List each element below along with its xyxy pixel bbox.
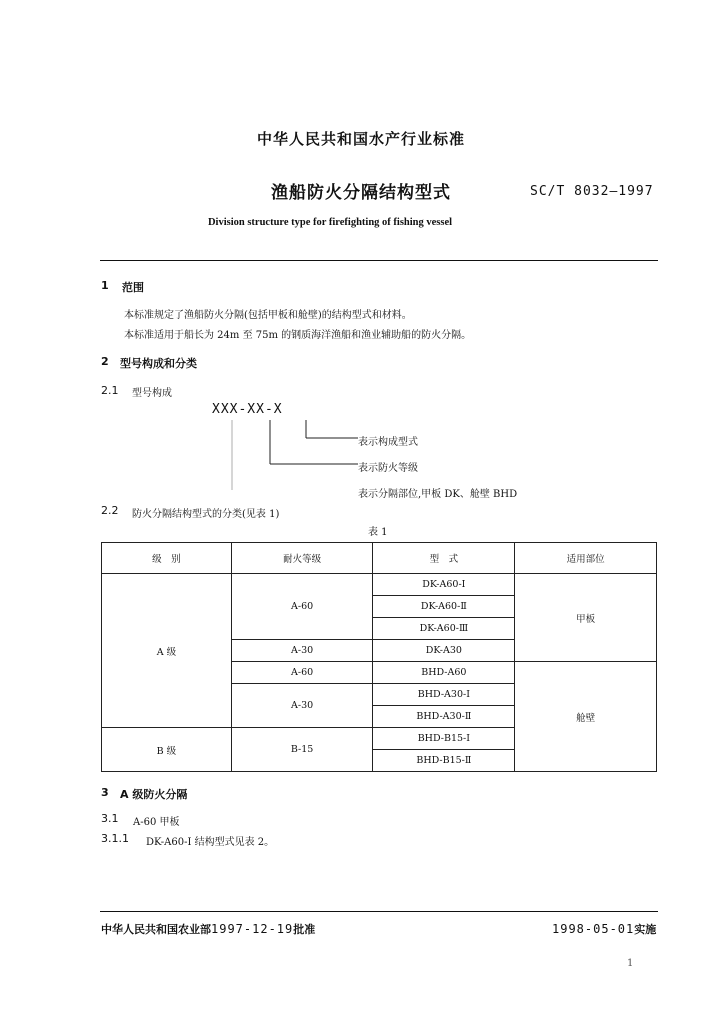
section-3-1-title: A-60 甲板 [133,817,180,828]
approval-line [101,918,315,937]
document-title: 渔船防火分隔结构型式 [271,183,451,203]
section-3-1-number: 3.1 [101,812,119,825]
approval-org: 中华人民共和国农业部 [101,923,211,936]
section-1-title: 范围 [122,281,144,294]
cell-type: BHD-B15-Ⅱ [373,750,515,772]
section-3-1-1-number: 3.1.1 [101,832,129,845]
code-leader-lines [220,418,360,500]
table-header-row [102,543,657,574]
approval-date: 1997-12-19 [211,922,294,936]
section-2-1-number: 2.1 [101,384,119,397]
header-location: 适用部位 [515,543,657,574]
label-structure-type: 表示构成型式 [358,437,418,448]
section-1-para-1: 本标准规定了渔船防火分隔(包括甲板和舱壁)的结构型式和材料。 [124,310,412,321]
cell-location-bulkhead: 舱壁 [515,662,657,772]
section-2-2-title: 防火分隔结构型式的分类(见表 1) [132,509,280,520]
footer-divider [100,911,658,912]
header-fire-rating: 耐火等级 [231,543,373,574]
header-type: 型 式 [373,543,515,574]
header-class: 级 别 [102,543,232,574]
cell-type: DK-A60-Ⅲ [373,618,515,640]
cell-grade: A-30 [231,684,373,728]
section-2-1-title: 型号构成 [132,388,172,399]
cell-type: DK-A60-Ⅰ [373,574,515,596]
header-divider [100,260,658,261]
table-1 [101,542,657,772]
standard-number: SC/T 8032—1997 [530,184,654,199]
cell-type: BHD-B15-Ⅰ [373,728,515,750]
section-1-para-2: 本标准适用于船长为 24m 至 75m 的钢质海洋渔船和渔业辅助船的防火分隔。 [124,330,472,341]
label-location: 表示分隔部位,甲板 DK、舱壁 BHD [358,489,518,500]
section-2-2-number: 2.2 [101,504,119,517]
cell-grade: A-60 [231,662,373,684]
cell-grade: A-60 [231,574,373,640]
section-2-title: 型号构成和分类 [120,357,197,370]
section-3-number: 3 [101,786,109,799]
section-3-1-1-text: DK-A60-Ⅰ 结构型式见表 2。 [146,837,275,848]
cell-type: DK-A60-Ⅱ [373,596,515,618]
english-title: Division structure type for firefighting of fishing vessel [207,217,453,228]
cell-class-a: A 级 [102,574,232,728]
effective-suffix: 实施 [634,923,657,936]
table-1-caption: 表 1 [368,527,388,538]
cell-type: BHD-A60 [373,662,515,684]
label-fire-grade: 表示防火等级 [358,463,418,474]
page-number: 1 [627,958,634,969]
cell-type: BHD-A30-Ⅰ [373,684,515,706]
section-1-number: 1 [101,279,109,292]
standard-org-heading: 中华人民共和国水产行业标准 [256,130,465,148]
cell-grade: B-15 [231,728,373,772]
table-row [102,574,657,596]
cell-grade: A-30 [231,640,373,662]
model-code: XXX-XX-X [212,402,283,417]
cell-location-deck: 甲板 [515,574,657,662]
cell-type: BHD-A30-Ⅱ [373,706,515,728]
section-2-number: 2 [101,355,109,368]
approval-suffix: 批准 [293,923,316,936]
section-3-title: A 级防火分隔 [120,788,188,801]
effective-date: 1998-05-01 [552,922,635,936]
cell-class-b: B 级 [102,728,232,772]
effective-line [552,918,656,937]
cell-type: DK-A30 [373,640,515,662]
